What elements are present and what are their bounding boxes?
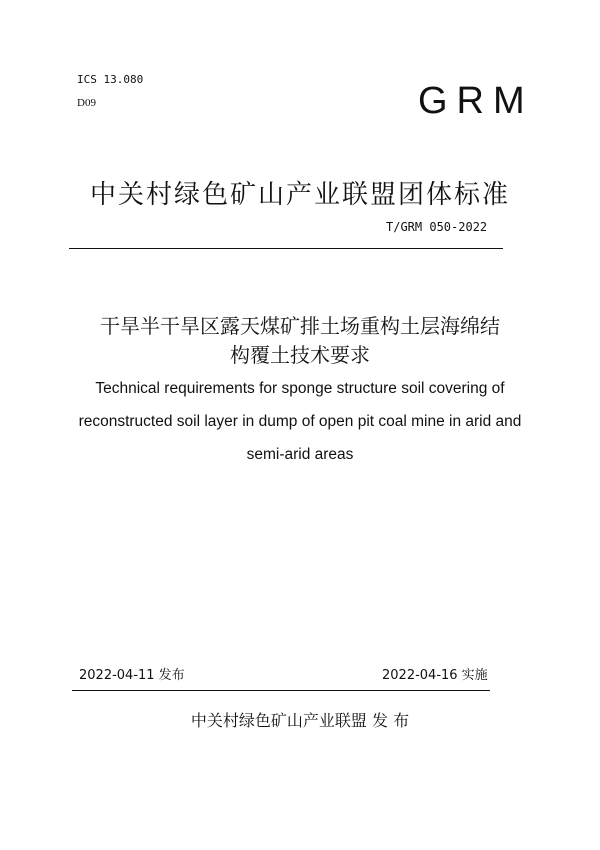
grm-logo: GRM [418, 80, 534, 122]
title-en-line-1: Technical requirements for sponge structure soil covering of [95, 380, 505, 397]
ccs-code: D09 [77, 97, 96, 109]
bottom-divider [72, 690, 490, 691]
title-cn-line-2: 构覆土技术要求 [230, 343, 370, 367]
title-en-line-2: reconstructed soil layer in dump of open pit coal mine in arid and [78, 413, 522, 430]
title-en-line-3: semi-arid areas [246, 446, 354, 463]
publish-date: 2022-04-11 发布 [79, 668, 185, 683]
publisher: 中关村绿色矿山产业联盟 发 布 [190, 711, 410, 730]
organization-standard-title: 中关村绿色矿山产业联盟团体标准 [90, 180, 511, 210]
standard-number: T/GRM 050-2022 [386, 220, 488, 234]
title-cn-line-1: 干旱半干旱区露天煤矿排土场重构土层海绵结 [100, 314, 500, 338]
ics-code: ICS 13.080 [77, 73, 144, 86]
top-divider [69, 248, 503, 249]
implement-date: 2022-04-16 实施 [382, 668, 488, 683]
